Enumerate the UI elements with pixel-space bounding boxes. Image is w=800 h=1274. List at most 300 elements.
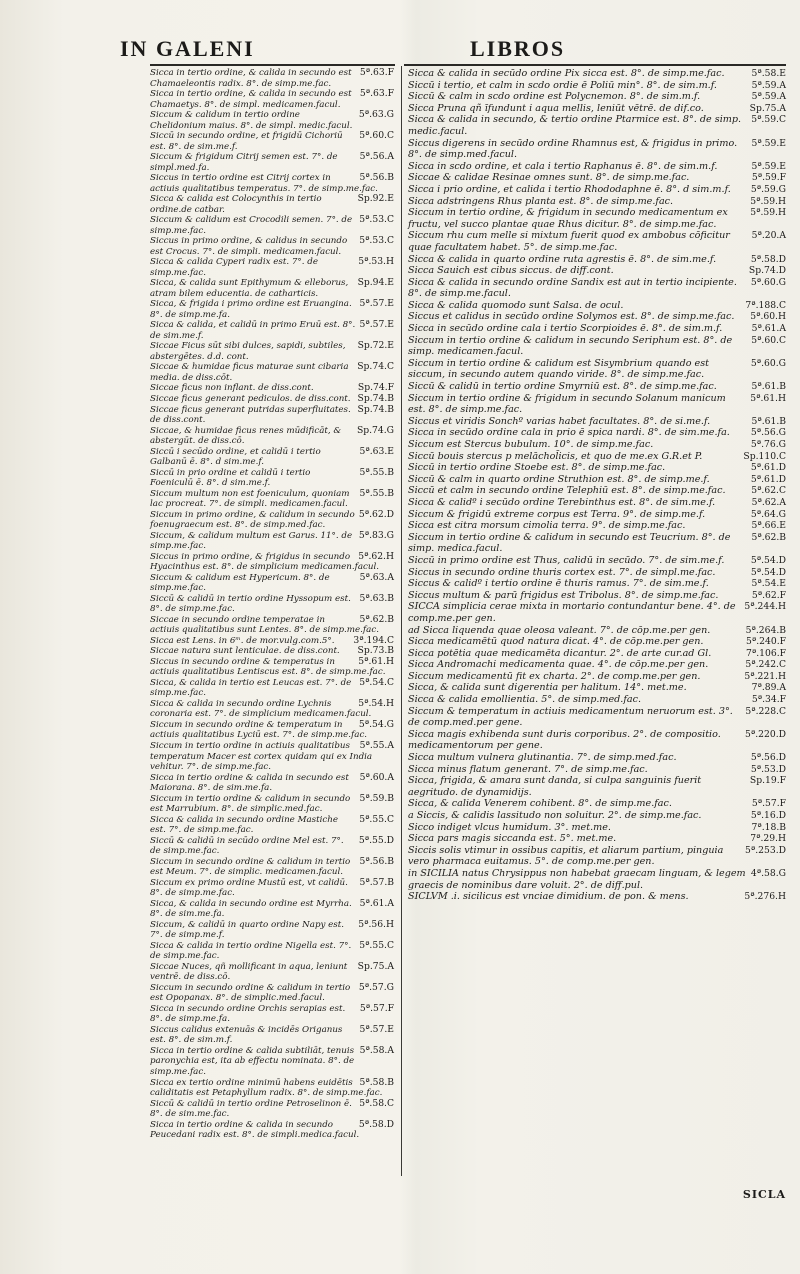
entry-reference: 4ª.58.G	[750, 867, 786, 879]
entry-reference: 5ª.56.H	[358, 918, 394, 930]
entry-reference: 5ª.59.F	[751, 172, 786, 184]
index-entry	[408, 335, 788, 358]
entry-reference: 5ª.253.D	[745, 844, 786, 856]
index-entry	[408, 567, 788, 579]
entry-text: Siccum & frigidū extreme corpus est Terra. 9°. de simp.me.f.	[408, 508, 706, 520]
index-entry	[408, 485, 788, 497]
entry-text: Sicca, & calida sunt Epithymum & elleborus, atram bilem educentia. de catharticis.	[150, 278, 349, 299]
index-entry	[408, 706, 788, 729]
entry-reference: 5ª.61.B	[751, 381, 786, 393]
index-entry	[150, 299, 396, 320]
entry-text: Siccum rhu cum melle si mixtum fuerit quod ex ambobus cōficitur quae facultatem habet. 5°. de simp.me.fac.	[408, 230, 730, 253]
entry-text: Siccum & calidum in tertio ordine Chelidonium maius. 8°. de simpl. medic.facul.	[150, 110, 353, 131]
entry-reference: Sp.92.E	[357, 193, 394, 205]
index-entry	[408, 91, 788, 103]
entry-reference: 5ª.61.A	[359, 897, 394, 909]
index-entry	[150, 236, 396, 257]
index-entry	[150, 447, 396, 468]
entry-text: Siccū in tertio ordine Stoebe est. 8°. de simp.me.fac.	[408, 462, 666, 474]
index-entry	[150, 426, 396, 447]
entry-text: Siccū in prio ordine et calidū i tertio Foeniculū ē. 8°. d sim.me.f.	[150, 467, 311, 489]
entry-reference: 5ª.56.B	[359, 855, 394, 867]
entry-reference: 5ª.56.B	[359, 172, 394, 184]
index-entry	[150, 320, 396, 341]
entry-text: Siccū & calidū in tertio ordine Petroselinon ē. 8°. de sim.me.fac.	[150, 1098, 352, 1120]
entry-reference: 5ª.240.F	[746, 636, 786, 648]
entry-text: Sicco indiget vlcus humidum. 3°. met.me.	[408, 821, 611, 833]
entry-reference: 5ª.54.G	[358, 718, 394, 730]
index-entry	[408, 509, 788, 521]
index-entry	[408, 729, 788, 752]
entry-reference: 3ª.194.C	[353, 634, 394, 646]
entry-reference: Sp.75.A	[357, 960, 394, 972]
entry-text: Sicca in secundo ordine Orchis serapias est. 8°. de simp.me.fa.	[150, 1003, 346, 1025]
entry-text: Sicca minus flatum generant. 7°. de simp.me.fac.	[408, 763, 648, 775]
entry-reference: 5ª.54.C	[359, 676, 394, 688]
entry-reference: 5ª.60.G	[750, 276, 786, 288]
entry-reference: 5ª.242.C	[745, 659, 786, 671]
entry-reference: 5ª.60.H	[750, 311, 786, 323]
entry-text: Sicca potētia quae medicamēta dicantur. 2°. de arte cur.ad Gl.	[408, 647, 712, 659]
index-entry	[408, 114, 788, 137]
entry-reference: 5ª.62.F	[751, 589, 786, 601]
entry-text: Siccis solis vtimur in ossibus capitis, et aliarum partium, pinguia vero pharmaca euitamus. 5°. de comp.me.per gen.	[408, 844, 724, 868]
entry-text: Sicca in tertio ordine & calida subtiliāt, tenuis paronychia est, ita ab effectu nominata. 8°. de simp.me.fac.	[150, 1045, 355, 1077]
index-entry	[150, 1046, 396, 1078]
index-entry	[408, 80, 788, 92]
entry-text: Sicca in tertio ordine, & calida in secundo est Chamaetys. 8°. de simpl. medicamen.facul.	[150, 89, 352, 110]
entry-text: Sicca est citra morsum cimolia terra. 9°. de simp.me.fac.	[408, 520, 686, 532]
index-entry	[150, 89, 396, 110]
entry-reference: 5ª.59.E	[751, 160, 786, 172]
entry-text: Sicca i prio ordine, et calida i tertio Rhododaphne ē. 8°. d sim.m.f.	[408, 183, 731, 195]
index-entry	[150, 1120, 396, 1141]
entry-reference: 5ª.56.A	[359, 151, 394, 163]
entry-reference: 5ª.57.G	[358, 981, 394, 993]
index-entry	[150, 1078, 396, 1099]
entry-reference: 5ª.53.C	[359, 235, 394, 247]
entry-text: Sicca est Lens. in 6ᵐ. de mor.vulg.com.5°.	[150, 635, 335, 646]
entry-reference: 5ª.63.B	[359, 592, 394, 604]
entry-reference: 5ª.60.A	[359, 771, 394, 783]
index-entry	[408, 671, 788, 683]
entry-reference: 5ª.62.A	[751, 496, 786, 508]
index-entry	[150, 615, 396, 636]
entry-text: Siccae ficus generant pediculos. de diss.cont.	[150, 393, 351, 404]
index-entry	[408, 393, 788, 416]
catchword: SICLA	[742, 1188, 786, 1201]
entry-reference: Sp.75.A	[749, 102, 786, 114]
entry-text: in SICILIA natus Chrysippus non habebat graecam linguam, & legem graecis de nominibus dare voluit. 2°. de diff.pul.	[408, 867, 746, 891]
entry-text: Siccus et calidus in secūdo ordine Solymos est. 8°. de simp.me.fac.	[408, 311, 735, 323]
index-entry	[150, 131, 396, 152]
entry-reference: 7ª.188.C	[745, 299, 786, 311]
entry-reference: 5ª.55.A	[359, 740, 394, 751]
index-entry	[150, 899, 396, 920]
entry-reference: 5ª.55.B	[359, 466, 394, 478]
index-entry	[150, 1004, 396, 1025]
index-entry	[408, 184, 788, 196]
index-entry	[408, 207, 788, 230]
entry-reference: 5ª.53.D	[750, 763, 786, 775]
entry-text: Siccus in secundo ordine & temperatus in actiuis qualitatibus Lentiscus est. 8°. de simp.me.fac.	[150, 656, 386, 678]
entry-text: Sicca medicamētū quod natura dicat. 4°. de cōp.me.per gen.	[408, 636, 704, 648]
entry-reference: 5ª.16.D	[750, 810, 786, 821]
entry-reference: 5ª.61.B	[751, 415, 786, 427]
index-entry	[408, 451, 788, 463]
entry-reference: 5ª.221.H	[744, 670, 786, 682]
index-entry	[150, 983, 396, 1004]
entry-text: Siccae ficus generant putridas superfluitates. de diss.cont.	[150, 404, 351, 426]
entry-text: Siccū i tertio, et calm in scdo ordie ē Poliū min°. 8°. de sim.m.f.	[408, 79, 717, 91]
entry-text: Siccum & frigidum Citrij semen est. 7°. de simpl.med.fa.	[150, 152, 338, 173]
entry-text: Sicca in tertio ordine & calida in secundo est Maiorana. 8°. de sim.me.fa.	[150, 772, 349, 794]
entry-reference: 5ª.60.G	[750, 357, 786, 369]
index-entry	[408, 764, 788, 776]
entry-text: Siccū bouis stercus p melāchol̄icis, et quo de me.ex G.R.et P.	[408, 450, 703, 462]
entry-text: Siccae & humidae ficus maturae sunt cibaria media. de diss.cōt.	[150, 362, 349, 383]
entry-text: Siccae ficus non inflant. de diss.cont.	[150, 383, 314, 394]
right-column	[408, 68, 788, 903]
entry-text: Sicca in tertio ordine & calida in secundo Peucedani radix est. 8°. de simpli.medica.facul.	[150, 1119, 360, 1141]
entry-text: Sicca & calida in secūdo ordine Pix sicca est. 8°. de simp.me.fac.	[408, 68, 725, 79]
entry-text: Siccae & calidae Resinae omnes sunt. 8°. de simp.me.fac.	[408, 172, 690, 184]
entry-text: Siccus in tertio ordine est Citrij cortex in actiuis qualitatibus temperatus. 7°. de simp.me.fac.	[150, 173, 378, 194]
entry-reference: 5ª.54.D	[750, 554, 786, 566]
entry-reference: 5ª.62.B	[359, 613, 394, 625]
entry-reference: 5ª.64.G	[750, 508, 786, 520]
index-entry	[150, 510, 396, 531]
entry-reference: 5ª.59.H	[750, 207, 786, 219]
index-entry	[150, 152, 396, 173]
index-entry	[408, 694, 788, 706]
index-entry	[150, 794, 396, 815]
header-rule-right	[404, 64, 786, 66]
entry-text: Sicca & calida in quarto ordine ruta agrestis ē. 8°. de sim.me.f.	[408, 253, 717, 265]
entry-text: Sicca & calida Cyperi radix est. 7°. de simp.me.fac.	[150, 257, 318, 278]
entry-reference: Sp.74.F	[357, 382, 394, 394]
entry-text: Sicca, & calida in secundo ordine est Myrrha. 8°. de sim.me.fa.	[150, 898, 352, 920]
entry-text: Siccus digerens in secūdo ordine Rhamnus est, & frigidus in primo. 8°. de simp.med.facul.	[408, 137, 738, 161]
index-entry	[150, 941, 396, 962]
entry-text: Siccum & temperatum in actiuis medicamentum neruorum est. 3°. de comp.med.per gene.	[408, 705, 733, 729]
entry-text: Siccum in tertio ordine, & frigidum in secundo medicamentum ex fructu, vel succo plantae quae Rhus dicitur. 8°. de simp.me.fac.	[408, 207, 728, 230]
index-entry	[150, 257, 396, 278]
entry-reference: 5ª.264.B	[745, 624, 786, 636]
entry-reference: 5ª.53.C	[359, 214, 394, 226]
entry-text: Siccae Ficus sūt sibi dulces, sapidi, subtiles, abstergētes. d.d. cont.	[150, 341, 346, 362]
entry-reference: 5ª.55.C	[359, 939, 394, 951]
index-entry	[150, 405, 396, 426]
entry-reference: Sp.74.G	[356, 424, 394, 436]
entry-reference: 5ª.63.F	[359, 67, 394, 78]
entry-text: Siccum in tertio ordine & calidum in secundo est Teucrium. 8°. de simp. medica.facul.	[408, 531, 731, 555]
entry-reference: Sp.94.E	[357, 277, 394, 289]
index-entry	[150, 1099, 396, 1120]
running-head-left: IN GALENI	[120, 36, 255, 61]
entry-text: Siccum in secundo ordine & calidum in tertio est Opopanax. 8°. de simplic.med.facul.	[150, 982, 351, 1004]
index-entry	[408, 659, 788, 671]
index-entry	[408, 161, 788, 173]
index-entry	[150, 815, 396, 836]
index-entry	[150, 836, 396, 857]
index-entry	[408, 752, 788, 764]
entry-text: SICLVM .i. sicilicus est vnciae dimidium. de pon. & mens.	[408, 891, 689, 903]
entry-reference: 5ª.57.E	[359, 319, 394, 331]
index-entry	[408, 555, 788, 567]
entry-reference: 7ª.29.H	[750, 833, 786, 845]
entry-text: Sicca, & calida in tertio est Leucas est. 7°. de simp.me.fac.	[150, 677, 352, 699]
index-entry	[408, 68, 788, 80]
entry-text: Sicca, & calida Venerem cohibent. 8°. de simp.me.fac.	[408, 798, 672, 810]
index-entry	[150, 573, 396, 594]
index-entry	[408, 891, 788, 903]
entry-reference: 5ª.53.H	[358, 256, 394, 268]
entry-reference: Sp.74.B	[357, 403, 394, 415]
entry-text: Sicca & calida in secundo ordine Lychnis coronaria est. 7°. de simplicium medicamen.facul.	[150, 698, 372, 720]
entry-reference: 7ª.89.A	[751, 682, 786, 694]
entry-text: Siccus & calidº i tertio ordine ē thuris ramus. 7°. de sim.me.f.	[408, 578, 709, 590]
index-entry	[408, 172, 788, 184]
entry-text: Siccus in primo ordine, & frigidus in secundo Hyacinthus est. 8°. de simplicium medicamen.facul.	[150, 551, 380, 573]
left-column	[150, 68, 396, 1141]
index-entry	[150, 68, 396, 89]
entry-reference: Sp.74.D	[748, 265, 786, 277]
index-entry	[150, 857, 396, 878]
entry-reference: 5ª.59.G	[750, 183, 786, 195]
index-entry	[150, 278, 396, 299]
entry-reference: 5ª.66.E	[751, 520, 786, 532]
entry-text: Siccū & calidū in tertio ordine Hyssopum est. 8°. de simp.me.fac.	[150, 593, 351, 615]
index-entry	[408, 416, 788, 428]
entry-text: Siccū & calm in quarto ordine Struthion est. 8°. de simp.me.f.	[408, 473, 710, 485]
entry-reference: 5ª.61.D	[750, 462, 786, 474]
entry-reference: 7ª.106.F	[746, 647, 786, 659]
index-entry	[408, 439, 788, 451]
index-entry	[150, 341, 396, 362]
entry-text: Siccae natura sunt lenticulae. de diss.cont.	[150, 646, 340, 657]
index-entry	[408, 427, 788, 439]
entry-reference: 7ª.18.B	[751, 821, 786, 833]
index-entry	[150, 1025, 396, 1046]
entry-text: Sicca Andromachi medicamenta quae. 4°. de cōp.me.per gen.	[408, 659, 709, 671]
entry-text: Sicca, & calida sunt digerentia per halitum. 14°. met.me.	[408, 682, 687, 694]
index-entry	[150, 173, 396, 194]
entry-text: Siccum in tertio ordine & calidum in secundo est Marrubium. 8°. de simplic.med.fac.	[150, 793, 351, 815]
index-entry	[408, 833, 788, 845]
entry-reference: Sp.110.C	[743, 450, 786, 462]
index-entry	[408, 590, 788, 602]
entry-reference: 5ª.59.C	[751, 114, 786, 126]
index-entry	[150, 468, 396, 489]
entry-reference: 5ª.62.C	[751, 485, 786, 497]
entry-text: Siccum in tertio ordine in actiuis qualitatibus temperatum Macer est cortex quidam qui ex India vehitur. 7°. de simp.me.fac.	[150, 741, 373, 773]
index-entry	[408, 636, 788, 648]
entry-reference: 5ª.54.D	[750, 566, 786, 578]
entry-text: Sicca & calida emollientia. 5°. de simp.med.fac.	[408, 694, 642, 706]
index-entry	[408, 520, 788, 532]
entry-text: Siccum in tertio ordine & calidum est Sisymbrium quando est siccum, in secundo autem quando viride. 8°. de simp.me.fac.	[408, 357, 709, 381]
entry-text: Siccae Nuces, qñ mollificant in aqua, leniunt ventrē. de diss.cō.	[150, 961, 348, 983]
entry-reference: 5ª.62.B	[751, 531, 786, 543]
index-entry	[408, 300, 788, 312]
entry-text: Sicca in scdo ordine, et cala i tertio Raphanus ē. 8°. de sim.m.f.	[408, 160, 718, 172]
index-entry	[150, 362, 396, 383]
entry-text: Siccū & calm in scdo ordine est Polycnemon. 8°. de sim.m.f.	[408, 91, 701, 103]
index-entry	[408, 601, 788, 624]
entry-reference: Sp.72.E	[357, 340, 394, 352]
entry-text: Sicca Sauich est cibus siccus. de diff.cont.	[408, 265, 614, 277]
index-entry	[408, 810, 788, 822]
entry-text: Sicca magis exhibenda sunt duris corporibus. 2°. de compositio. medicamentorum per gene.	[408, 728, 721, 752]
index-entry	[408, 625, 788, 637]
entry-reference: 5ª.228.C	[745, 705, 786, 717]
entry-reference: 5ª.61.H	[358, 655, 394, 667]
entry-text: Sicca, & frigida i primo ordine est Eruangina. 8°. de simp.me.fa.	[150, 299, 352, 320]
index-entry	[408, 323, 788, 335]
running-head-right: LIBROS	[470, 36, 566, 61]
index-entry	[408, 532, 788, 555]
entry-text: Sicca & calida in secundo, & tertio ordine Ptarmice est. 8°. de simp. medic.facul.	[408, 114, 742, 137]
entry-reference: 5ª.54.E	[751, 578, 786, 590]
entry-text: Siccum, & calidum multum est Garus. 11°. de simp.me.fac.	[150, 530, 353, 552]
entry-reference: 5ª.76.G	[750, 439, 786, 450]
entry-text: Sicca, frigida, & amara sunt danda, si culpa sanguinis fuerit aegritudo. de dynamidijs.	[408, 775, 702, 798]
entry-reference: 5ª.220.D	[745, 728, 786, 740]
entry-reference: Sp.73.B	[357, 645, 394, 657]
entry-text: Siccus multum & parū frigidus est Tribolus. 8°. de simp.me.fac.	[408, 589, 719, 601]
entry-text: Siccum & calidum est Hypericum. 8°. de simp.me.fac.	[150, 572, 330, 594]
entry-reference: Sp.19.F	[749, 775, 786, 787]
index-entry	[408, 311, 788, 323]
index-entry	[408, 358, 788, 381]
index-entry	[408, 775, 788, 798]
index-entry	[408, 648, 788, 660]
entry-reference: 5ª.60.C	[359, 130, 394, 142]
entry-reference: 5ª.276.H	[744, 891, 786, 903]
index-entry	[408, 497, 788, 509]
entry-text: Sicca & calida in secundo ordine Mastiche est. 7°. de simp.me.fac.	[150, 814, 338, 836]
entry-reference: 5ª.57.F	[751, 798, 786, 810]
entry-text: Siccū & calidū in secūdo ordine Mel est. 7°. de simp.me.fac.	[150, 835, 344, 857]
entry-text: Sicca adstringens Rhus planta est. 8°. de simp.me.fac.	[408, 195, 674, 207]
index-entry	[408, 230, 788, 253]
index-entry	[408, 578, 788, 590]
index-entry	[150, 194, 396, 215]
entry-text: SICCA simplicia cerae mixta in mortario contundantur bene. 4°. de comp.me.per gen.	[408, 601, 736, 624]
entry-text: Siccum, & calidū in quarto ordine Napy est. 7°. de simp.me.f.	[150, 919, 345, 941]
entry-text: Sicca & calida quomodo sunt Salsa. de ocul.	[408, 299, 624, 311]
entry-reference: 5ª.58.B	[359, 1076, 394, 1088]
index-entry	[408, 474, 788, 486]
entry-reference: Sp.74.C	[357, 361, 394, 373]
entry-reference: 5ª.63.G	[358, 109, 394, 121]
entry-reference: 5ª.55.D	[358, 834, 394, 846]
entry-reference: 5ª.34.F	[751, 694, 786, 706]
entry-text: Siccum & calidum est Crocodili semen. 7°. de simp.me.fac.	[150, 215, 353, 236]
entry-text: Siccum in tertio ordine & frigidum in secundo Solanum manicum est. 8°. de simp.me.fac.	[408, 392, 726, 416]
entry-text: Siccū et calm in secundo ordine Telephiū est. 8°. de simp.me.fac.	[408, 485, 726, 497]
index-entry	[150, 110, 396, 131]
entry-text: Siccus calidus extenuās & incidēs Origanus est. 8°. de sim.m.f.	[150, 1024, 343, 1046]
entry-text: Siccū in secundo ordine, et frigidū Cichoriū est. 8°. de sim.me.f.	[150, 131, 343, 152]
entry-reference: 5ª.55.B	[359, 487, 394, 499]
index-entry	[408, 845, 788, 868]
index-entry	[150, 741, 396, 773]
entry-reference: Sp.74.B	[357, 392, 394, 404]
entry-text: Siccum in secundo ordine & temperatum in actiuis qualitatibus Lyciū est. 7°. de simp.me.fac.	[150, 719, 368, 741]
entry-text: Siccum in secundo ordine & calidum in tertio est Meum. 7°. de simplic. medicamen.facul.	[150, 856, 351, 878]
entry-reference: 5ª.63.A	[359, 571, 394, 583]
index-entry	[408, 138, 788, 161]
entry-text: Siccū & calidū in tertio ordine Smyrniū est. 8°. de simp.me.fac.	[408, 381, 717, 393]
index-entry	[408, 265, 788, 277]
entry-text: ad Sicca liquenda quae oleosa valeant. 7°. de cōp.me.per gen.	[408, 624, 711, 636]
entry-reference: 5ª.61.H	[750, 392, 786, 404]
entry-reference: 5ª.62.D	[358, 508, 394, 520]
entry-reference: 5ª.83.G	[358, 529, 394, 541]
entry-text: Sicca & calida in tertio ordine Nigella est. 7°. de simp.me.fac.	[150, 940, 352, 962]
entry-reference: 5ª.63.E	[359, 445, 394, 457]
index-entry	[150, 215, 396, 236]
entry-reference: 5ª.60.C	[751, 334, 786, 346]
index-entry	[408, 196, 788, 208]
entry-text: Siccus et viridis Sonchº varias habet facultates. 8°. de si.me.f.	[408, 415, 711, 427]
entry-text: Sicca & calida in secundo ordine Sandix est aut in tertio incipiente. 8°. de simp.me.facul.	[408, 276, 737, 300]
entry-text: Sicca & calida est Colocynthis in tertio ordine.de catbar.	[150, 194, 322, 215]
entry-reference: 5ª.57.E	[359, 298, 394, 310]
entry-reference: 5ª.20.A	[751, 230, 786, 242]
entry-reference: 5ª.58.E	[751, 68, 786, 79]
index-entry	[408, 277, 788, 300]
entry-text: Sicca in secūdo ordine cala in prio ē spica nardi. 8°. de sim.me.fa.	[408, 427, 730, 439]
entry-reference: 5ª.244.H	[744, 601, 786, 613]
index-entry	[150, 489, 396, 510]
index-entry	[150, 594, 396, 615]
index-entry	[150, 394, 396, 405]
entry-text: Siccus in primo ordine, & calidus in secundo est Crocus. 7°. de simpli. medicamen.facul.	[150, 236, 348, 257]
entry-reference: 5ª.58.A	[359, 1044, 394, 1056]
index-entry	[408, 822, 788, 834]
index-entry	[150, 657, 396, 678]
entry-text: Sicca & calida, et calidū in primo Eruū est. 8°. de sim.me.f.	[150, 320, 356, 341]
entry-text: Siccae, & humidae ficus renes mūdificāt, & abstergūt. de diss.cō.	[150, 425, 342, 447]
index-entry	[408, 381, 788, 393]
entry-reference: 5ª.61.D	[750, 473, 786, 485]
index-entry	[408, 103, 788, 115]
entry-text: a Siccis, & calidis lassitudo non soluitur. 2°. de simp.me.fac.	[408, 810, 702, 821]
index-entry	[408, 682, 788, 694]
entry-text: Siccus in secundo ordine thuris cortex est. 7°. de simpl.me.fac.	[408, 566, 716, 578]
entry-reference: 5ª.57.F	[359, 1002, 394, 1014]
index-entry	[150, 773, 396, 794]
entry-text: Sicca ex tertio ordine minimū habens euidētis caliditatis est Petaphyllum radix. 8°. de simp.me.fac.	[150, 1077, 383, 1099]
entry-text: Siccū in primo ordine est Thus, calidū in secūdo. 7°. de sim.me.f.	[408, 554, 725, 566]
index-entry	[408, 462, 788, 474]
entry-reference: 5ª.63.F	[359, 88, 394, 100]
entry-reference: 5ª.55.C	[359, 813, 394, 825]
index-entry	[150, 552, 396, 573]
entry-reference: 5ª.58.D	[358, 1118, 394, 1130]
entry-text: Siccū i secūdo ordine, et calidū i tertio Galbanū ē. 8°. d sim.me.f.	[150, 446, 321, 468]
entry-reference: 5ª.61.A	[751, 323, 786, 335]
entry-text: Siccum multum non est foeniculum, quoniam lac procreat. 7°. de simpli. medicamen.facul.	[150, 488, 350, 510]
entry-text: Sicca in tertio ordine, & calida in secundo est Chamaeleontis radix. 8°. de simp.me.fac.	[150, 68, 352, 89]
index-entry	[150, 878, 396, 899]
entry-reference: 5ª.59.A	[751, 79, 786, 91]
entry-text: Sicca pars magis siccanda est. 5°. met.me.	[408, 833, 617, 845]
entry-reference: 5ª.59.H	[750, 195, 786, 207]
